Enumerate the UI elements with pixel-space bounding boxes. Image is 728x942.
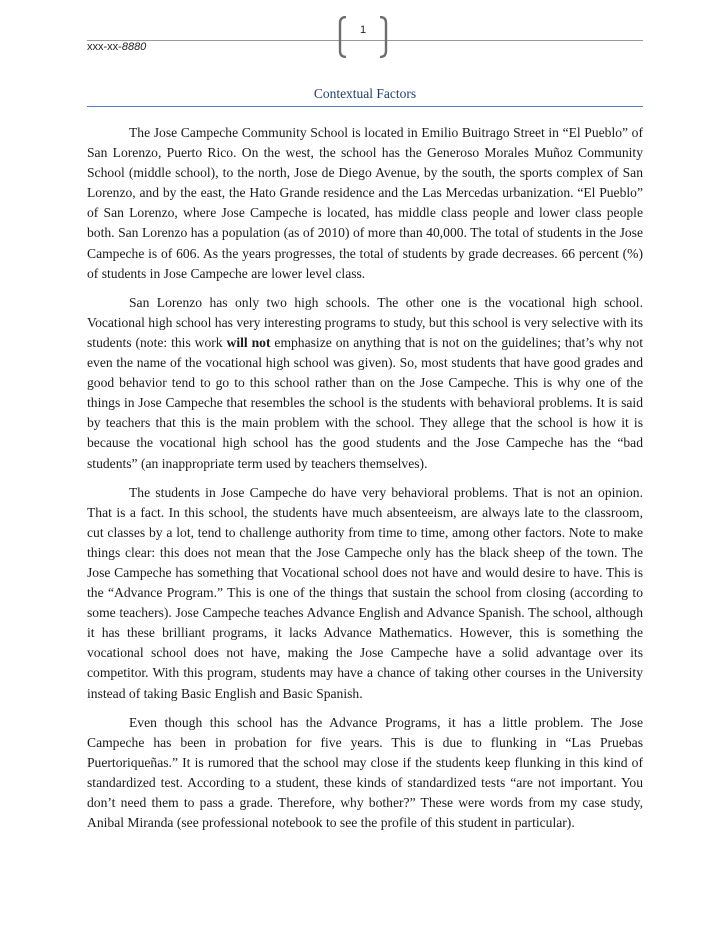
paragraph-3: The students in Jose Campeche do have very behavioral problems. That is not an opinion. That is a fact. In this school, the students have much absenteeism, are always late to the classroom, cut classes by a lot, tend to challenge authority from time to time, among other factors. Note to make things clear: this does not mean that the Jose Campeche only has the black sheep of the town. The Jose Campeche has something that Vocational school does not have and would desire to have. This is the “Advance Program.” This is one of the things that sustain the school from closing (according to some teachers). Jose Campeche teaches Advance English and Advance Spanish. The school, although it has these brilliant programs, it lacks Advance Mathematics. However, this is something the vocational school does not have, making the Jose Campeche have a solid advantage over its competitor. With this program, students may have a chance of taking other courses in the University instead of taking Basic English and Basic Spanish. <box>87 484 643 701</box>
paragraph-4: Even though this school has the Advance Programs, it has a little problem. The Jose Campeche has been in probation for five years. This is due to flunking in “Las Pruebas Puertoriqueñas.” It is rumored that the school may close if the students keep flunking in this kind of standardized test. According to a student, these kinds of standardized tests “are not important. You don’t need them to pass a grade. Therefore, why bother?” These were words from my case study, Anibal Miranda (see professional notebook to see the profile of this student in particular). <box>87 714 643 831</box>
page-number: 1 <box>359 24 367 36</box>
paragraph-1: The Jose Campeche Community School is located in Emilio Buitrago Street in “El Pueblo” of San Lorenzo, Puerto Rico. On the west, the school has the Generoso Morales Muñoz Community School (middle school), to the north, Jose de Diego Avenue, by the south, the sports complex of San Lorenzo, and by the east, the Hato Grande residence and the Las Mercedas urbanization. “El Pueblo” of San Lorenzo, where Jose Campeche is located, has middle class people and lower class people both. San Lorenzo has a population (as of 2010) of more than 40,000. The total of students in the Jose Campeche is of 606. As the years progresses, the total of students by grade decreases. 66 percent (%) of students in Jose Campeche are lower level class. <box>87 125 643 281</box>
paragraph-2-emphasis: will not <box>226 334 271 350</box>
paragraph-2-after: emphasize on anything that is not on the guidelines; that’s why not even the name of the vocational high school was given). So, most students that have good grades and good behavior tend to go to this school rather than on the Jose Campeche. This is why one of the things in Jose Campeche that resembles the school is the students with behavioral problems. It is said by teachers that this is the main problem with the school. They allege that the school is how it is because the vocational high school has the good students and the Jose Campeche has the “bad students” (an inappropriate term used by teachers themselves). <box>87 334 643 471</box>
paragraph-2-before: San Lorenzo has only two high schools. The other one is the vocational high school. Vocational high school has very interesting programs to study, but this school is very selective with its students (note: this work <box>87 294 643 350</box>
title-rule <box>87 106 643 107</box>
body-text <box>87 123 643 842</box>
document-id-number: 8880 <box>121 41 147 53</box>
page-title: Contextual Factors <box>313 86 417 101</box>
document-id <box>87 41 146 53</box>
paragraph-2 <box>87 293 643 474</box>
page-number-bracket-icon <box>337 16 389 58</box>
document-id-prefix: xxx-xx- <box>87 41 122 53</box>
